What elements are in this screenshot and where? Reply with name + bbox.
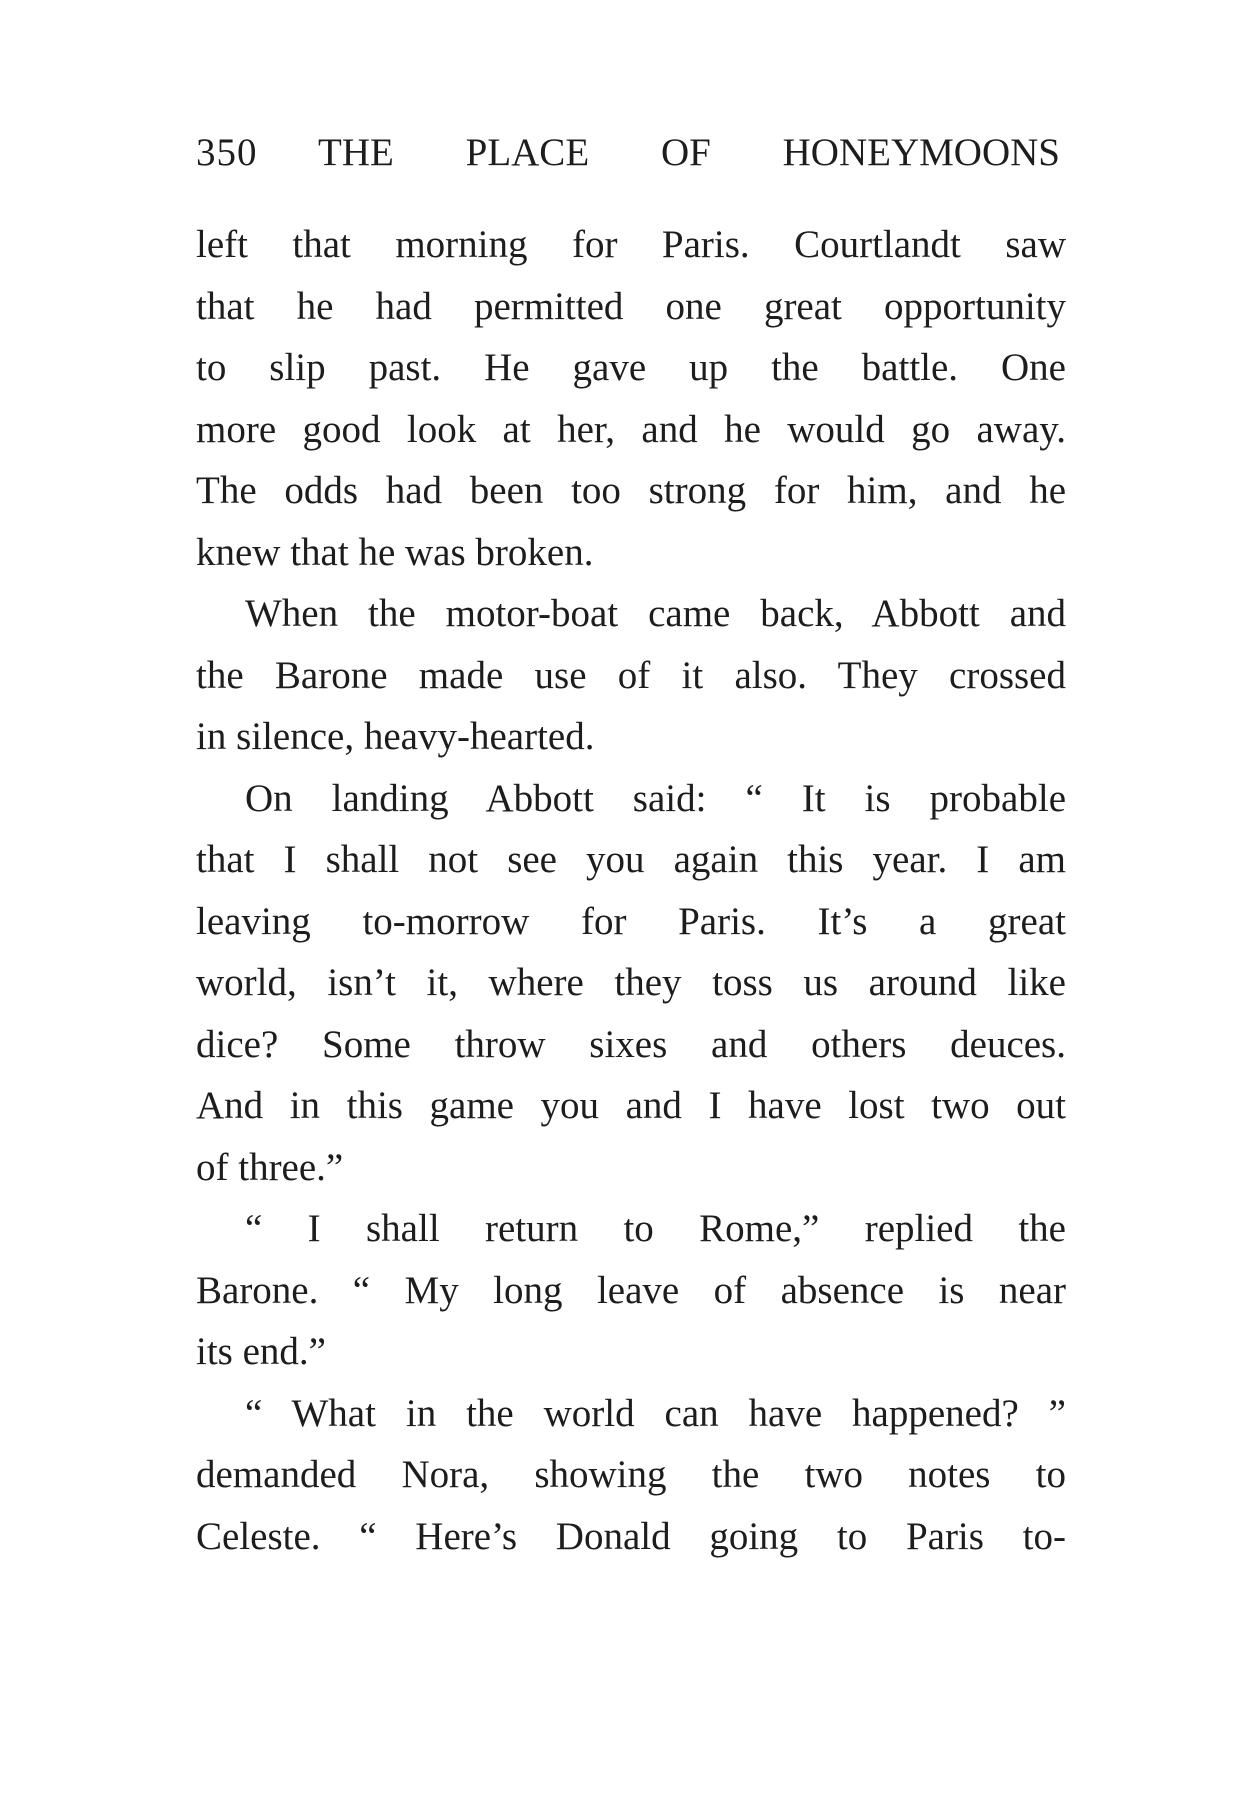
page-number: 350 <box>196 131 258 174</box>
text-line: that I shall not see you again this year. I am <box>196 838 1066 881</box>
text-line: more good look at her, and he would go away. <box>196 407 1066 451</box>
text-line: Celeste. “ Here’s Donald going to Paris to- <box>196 1514 1066 1558</box>
text-line: world, isn’t it, where they toss us around like <box>196 961 1066 1004</box>
text-line: The odds had been too strong for him, and he <box>196 469 1066 512</box>
text-line: its end.” <box>196 1330 326 1373</box>
text-line: On landing Abbott said: “ It is probable <box>245 776 1066 820</box>
text-line: leaving to-morrow for Paris. It’s a great <box>196 899 1066 943</box>
text-line: that he had permitted one great opportunity <box>196 284 1066 328</box>
text-line: And in this game you and I have lost two out <box>196 1084 1066 1127</box>
text-line: left that morning for Paris. Courtlandt saw <box>196 223 1066 266</box>
running-head <box>196 123 1066 183</box>
text-line: the Barone made use of it also. They crossed <box>196 653 1066 697</box>
text-line: of three.” <box>196 1145 344 1189</box>
text-line: When the motor-boat came back, Abbott and <box>245 592 1066 635</box>
text-line: “ I shall return to Rome,” replied the <box>245 1207 1066 1250</box>
text-line: knew that he was broken. <box>196 530 594 574</box>
text-line: “ What in the world can have happened? ” <box>245 1391 1066 1435</box>
text-line: in silence, heavy-hearted. <box>196 715 595 758</box>
text-line: dice? Some throw sixes and others deuces. <box>196 1022 1066 1066</box>
book-title: THE PLACE OF HONEYMOONS <box>318 131 1060 174</box>
text-line: demanded Nora, showing the two notes to <box>196 1453 1066 1496</box>
text-line: Barone. “ My long leave of absence is near <box>196 1268 1066 1312</box>
text-line: to slip past. He gave up the battle. One <box>196 346 1066 389</box>
